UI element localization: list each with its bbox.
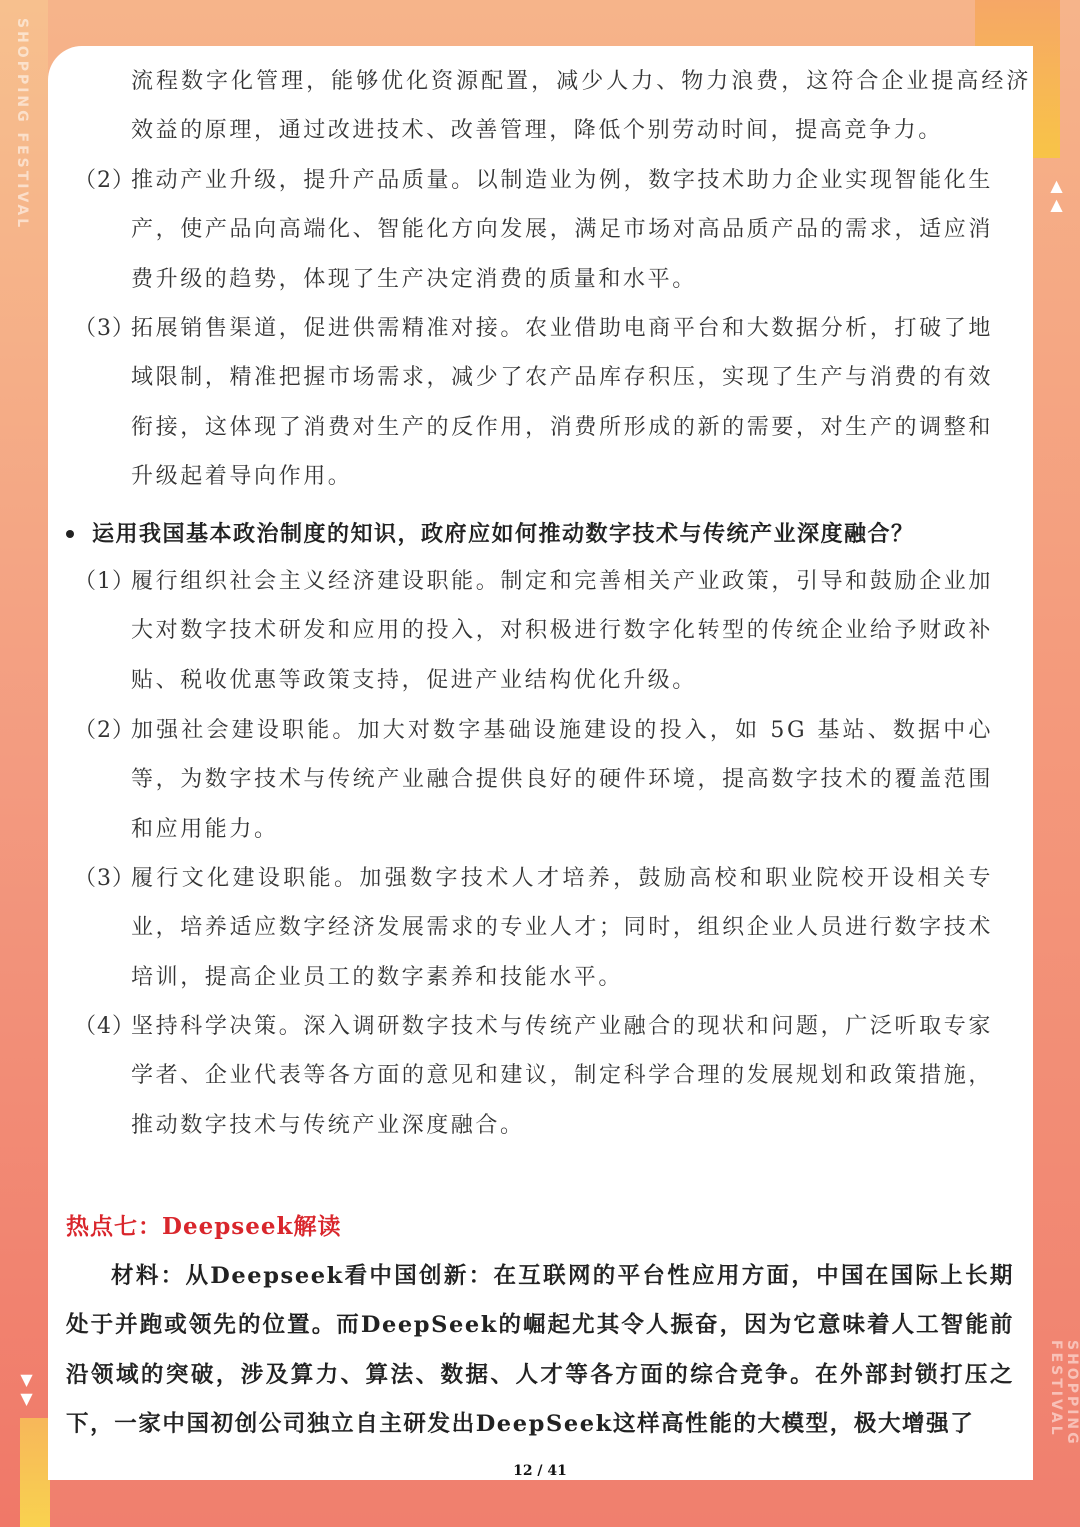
list-item-text: 拓展销售渠道，促进供需精准对接。农业借助电商平台和大数据分析，打破了地域限制，精准把握市场需求，减少了农产品库存积压，实现了生产与消费的有效衔接，这体现了消费对生产的反作用，消费所形成的新的需要，对生产的调整和升级起着导向作用。 <box>131 316 993 489</box>
page-number: 12 / 41 <box>513 1463 567 1479</box>
side-text-right: SHOPPING FESTIVAL <box>1048 1340 1080 1447</box>
item-number: （1） <box>74 569 135 594</box>
question-heading: 运用我国基本政治制度的知识，政府应如何推动数字技术与传统产业深度融合？ <box>92 521 915 547</box>
list-item-text: 加强社会建设职能。加大对数字基础设施建设的投入，如 5G 基站、数据中心等，为数字技术与传统产业融合提供良好的硬件环境，提高数字技术的覆盖范围和应用能力。 <box>131 718 993 842</box>
arrow-down-icon: ▼▼ <box>17 1370 36 1408</box>
paragraph-continuation: 流程数字化管理，能够优化资源配置，减少人力、物力浪费，这符合企业提高经济效益的原理，通过改进技术、改善管理，降低个别劳动时间，提高竞争力。 <box>131 69 1031 144</box>
item-number: （3） <box>74 866 135 891</box>
item-number: （2） <box>74 168 135 193</box>
bullet-icon <box>66 530 74 538</box>
item-number: （4） <box>74 1014 135 1039</box>
material-paragraph: 材料：从Deepseek看中国创新：在互联网的平台性应用方面，中国在国际上长期处于并跑或领先的位置。而DeepSeek的崛起尤其令人振奋，因为它意味着人工智能前沿领域的突破，涉及算力、算法、数据、人才等各方面的综合竞争。在外部封锁打压之下，一家中国初创公司独立自主研发出DeepSeek这样高性能的大模型，极大增强了 <box>66 1263 1014 1437</box>
list-item-text: 履行组织社会主义经济建设职能。制定和完善相关产业政策，引导和鼓励企业加大对数字技术研发和应用的投入，对积极进行数字化转型的传统企业给予财政补贴、税收优惠等政策支持，促进产业结构优化升级。 <box>131 569 993 693</box>
side-text-left: SHOPPING FESTIVAL <box>14 18 30 231</box>
item-number: （3） <box>74 316 135 341</box>
list-item-text: 推动产业升级，提升产品质量。以制造业为例，数字技术助力企业实现智能化生产，使产品向高端化、智能化方向发展，满足市场对高品质产品的需求，适应消费升级的趋势，体现了生产决定消费的质量和水平。 <box>131 168 993 292</box>
list-item-text: 履行文化建设职能。加强数字技术人才培养，鼓励高校和职业院校开设相关专业，培养适应数字经济发展需求的专业人才；同时，组织企业人员进行数字技术培训，提高企业员工的数字素养和技能水平。 <box>131 866 993 990</box>
hotspot-title: 热点七：Deepseek解读 <box>66 1213 342 1240</box>
list-item-text: 坚持科学决策。深入调研数字技术与传统产业融合的现状和问题，广泛听取专家学者、企业代表等各方面的意见和建议，制定科学合理的发展规划和政策措施，推动数字技术与传统产业深度融合。 <box>131 1014 993 1138</box>
item-number: （2） <box>74 718 135 743</box>
arrow-up-icon: ▲▲ <box>1047 176 1066 214</box>
